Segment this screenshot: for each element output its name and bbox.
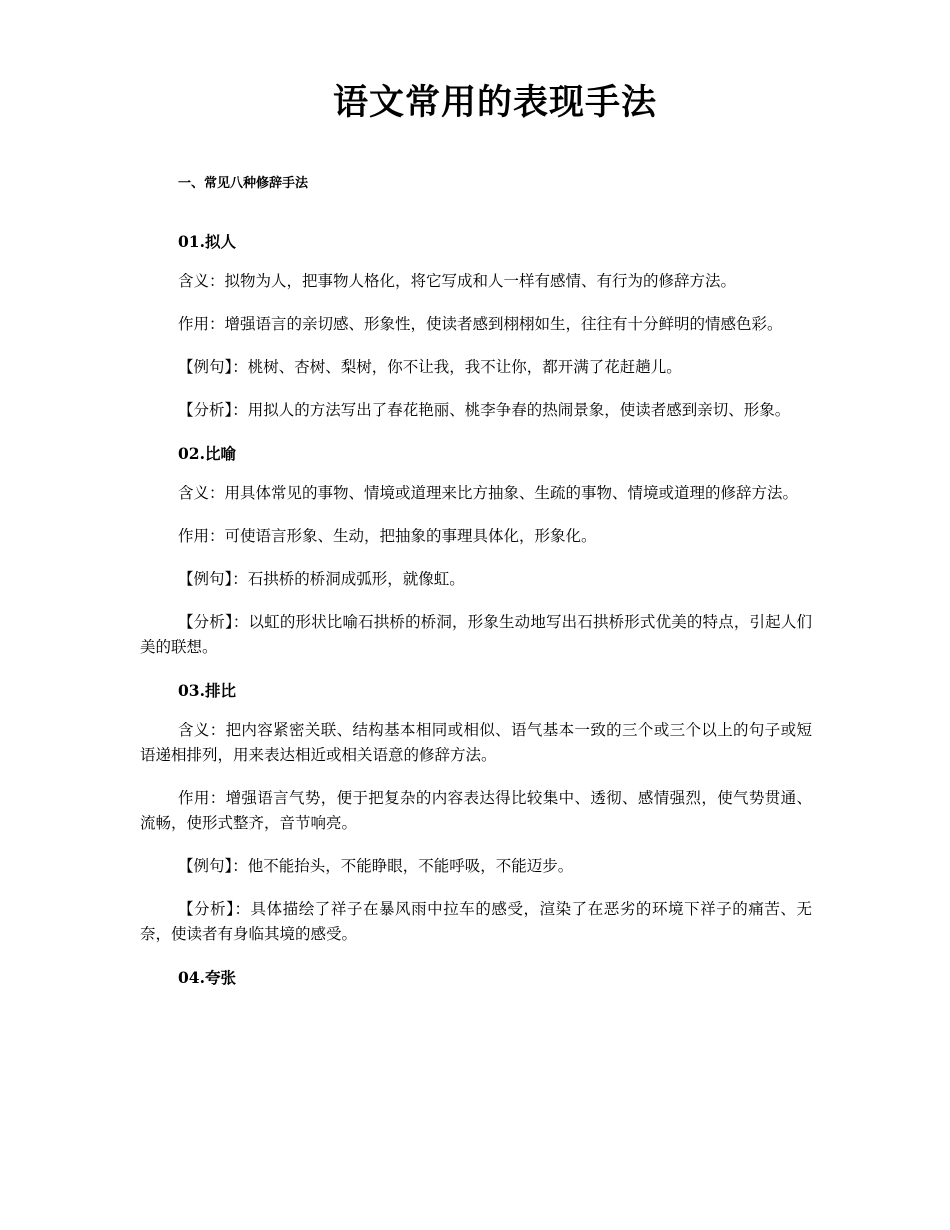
document-title: 语文常用的表现手法	[332, 82, 657, 123]
paragraph-analysis: 【分析】：用拟人的方法写出了春花艳丽、桃李争春的热闹景象，使读者感到亲切、形象。	[178, 401, 791, 419]
paragraph-meaning: 含义：把内容紧密关联、结构基本相同或相似、语气基本一致的三个或三个以上的句子或短语递相排列，用来表达相近或相关语意的修辞方法。	[140, 721, 812, 764]
paragraph-effect: 作用：增强语言气势，便于把复杂的内容表达得比较集中、透彻、感情强烈，使气势贯通、流畅，使形式整齐，音节响亮。	[140, 789, 812, 832]
paragraph-effect: 作用：增强语言的亲切感、形象性，使读者感到栩栩如生，往往有十分鲜明的情感色彩。	[178, 315, 783, 333]
item-heading-personification: 01.拟人	[178, 232, 236, 251]
paragraph-meaning: 含义：用具体常见的事物、情境或道理来比方抽象、生疏的事物、情境或道理的修辞方法。	[178, 484, 799, 502]
paragraph-example: 【例句】：桃树、杏树、梨树，你不让我，我不让你，都开满了花赶趟儿。	[178, 358, 682, 376]
item-heading-metaphor: 02.比喻	[178, 444, 236, 463]
section-heading: 一、常见八种修辞手法	[178, 176, 309, 191]
paragraph-analysis: 【分析】：具体描绘了祥子在暴风雨中拉车的感受，渲染了在恶劣的环境下祥子的痛苦、无奈，使读者有身临其境的感受。	[140, 900, 812, 943]
paragraph-meaning: 含义：拟物为人，把事物人格化，将它写成和人一样有感情、有行为的修辞方法。	[178, 272, 737, 290]
item-heading-hyperbole: 04.夸张	[178, 968, 236, 987]
item-heading-parallelism: 03.排比	[178, 681, 236, 700]
paragraph-example: 【例句】：他不能抬头，不能睁眼，不能呼吸，不能迈步。	[178, 857, 574, 875]
document-content	[140, 229, 812, 1005]
paragraph-analysis: 【分析】：以虹的形状比喻石拱桥的桥洞，形象生动地写出石拱桥形式优美的特点，引起人们美的联想。	[140, 613, 812, 656]
paragraph-effect: 作用：可使语言形象、生动，把抽象的事理具体化，形象化。	[178, 527, 597, 545]
paragraph-example: 【例句】：石拱桥的桥洞成弧形，就像虹。	[178, 570, 465, 588]
